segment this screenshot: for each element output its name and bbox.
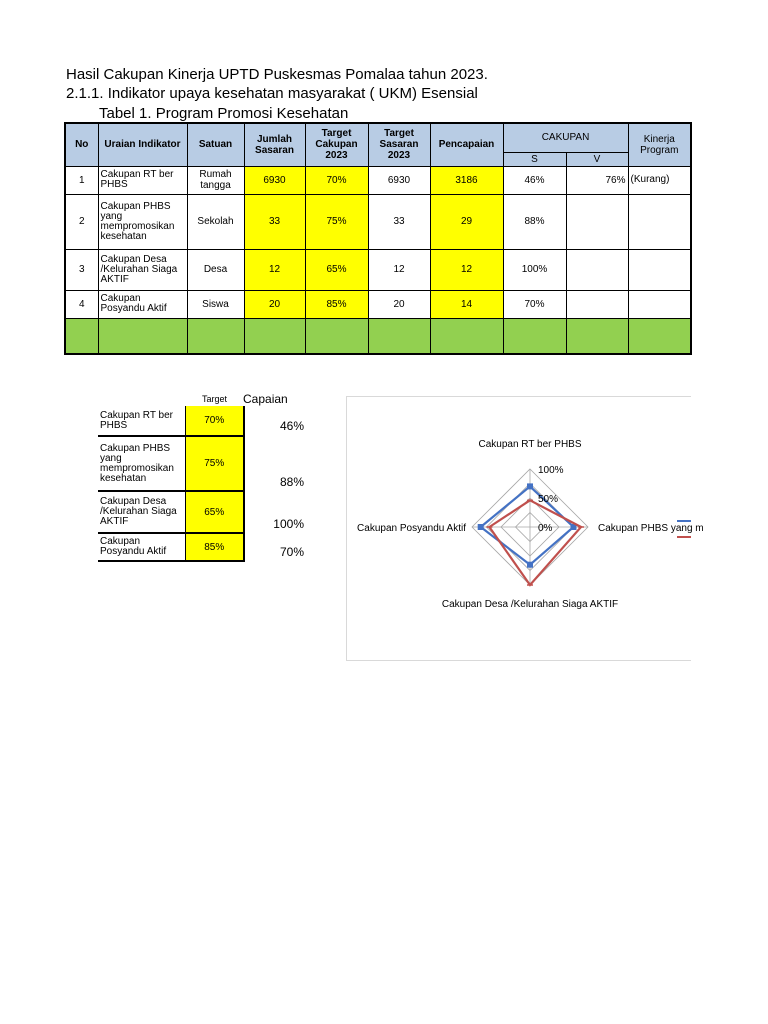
col-header-kinerja: Kinerja Program	[628, 123, 691, 166]
row-pencapaian: 12	[430, 249, 503, 290]
row-pencapaian: 3186	[430, 166, 503, 194]
radar-category-label: Cakupan RT ber PHBS	[478, 439, 582, 450]
row-target-sasaran: 6930	[368, 166, 430, 194]
radar-category-label: Cakupan Posyandu Aktif	[357, 523, 466, 534]
radar-category-label: Cakupan Desa /Kelurahan Siaga AKTIF	[441, 599, 619, 610]
col-header-satuan: Satuan	[187, 123, 244, 166]
row-v	[566, 290, 628, 318]
row-uraian: Cakupan Desa /Kelurahan Siaga AKTIF	[98, 249, 187, 290]
col-header-jumlah-sasaran: Jumlah Sasaran	[244, 123, 305, 166]
radar-series-point	[478, 524, 484, 530]
row-target-sasaran: 33	[368, 194, 430, 249]
row-satuan: Desa	[187, 249, 244, 290]
radar-series-point	[527, 562, 533, 568]
row-v: 76%	[566, 166, 628, 194]
col-header-no: No	[65, 123, 98, 166]
row-s: 46%	[503, 166, 566, 194]
section-heading: 2.1.1. Indikator upaya kesehatan masyarakat ( UKM) Esensial	[66, 85, 478, 102]
row-target-cakupan: 85%	[305, 290, 368, 318]
row-pencapaian: 29	[430, 194, 503, 249]
row-satuan: Sekolah	[187, 194, 244, 249]
table-row	[65, 249, 691, 290]
row-pencapaian: 14	[430, 290, 503, 318]
col-header-s: S	[503, 152, 566, 166]
capaian-value: 70%	[279, 545, 304, 559]
row-s: 88%	[503, 194, 566, 249]
col-header-pencapaian: Pencapaian	[430, 123, 503, 166]
target-summary-table	[98, 392, 245, 562]
table-caption: Tabel 1. Program Promosi Kesehatan	[99, 105, 349, 122]
row-uraian: Cakupan Posyandu Aktif	[98, 290, 187, 318]
row-satuan: Rumah tangga	[187, 166, 244, 194]
summary-list-item	[98, 491, 244, 533]
row-no: 3	[65, 249, 98, 290]
row-no: 1	[65, 166, 98, 194]
col-header-cakupan: CAKUPAN	[503, 123, 628, 152]
summary-label: Cakupan Desa /Kelurahan Siaga AKTIF	[98, 491, 185, 533]
row-jumlah: 20	[244, 290, 305, 318]
row-jumlah: 33	[244, 194, 305, 249]
report-title: Hasil Cakupan Kinerja UPTD Puskesmas Pomalaa tahun 2023.	[66, 66, 488, 83]
row-v	[566, 194, 628, 249]
row-no: 4	[65, 290, 98, 318]
program-table	[64, 122, 692, 355]
radar-series-point	[527, 483, 533, 489]
row-kinerja	[628, 290, 691, 318]
radar-chart	[346, 396, 704, 661]
row-uraian: Cakupan RT ber PHBS	[98, 166, 187, 194]
summary-target: 85%	[185, 533, 244, 561]
row-no: 2	[65, 194, 98, 249]
table-row	[65, 194, 691, 249]
summary-target: 65%	[185, 491, 244, 533]
summary-label: Cakupan RT ber PHBS	[98, 406, 185, 436]
summary-row	[65, 318, 691, 354]
row-satuan: Siswa	[187, 290, 244, 318]
row-kinerja	[628, 249, 691, 290]
summary-label: Cakupan Posyandu Aktif	[98, 533, 185, 561]
summary-label: Cakupan PHBS yang mempromosikan kesehatan	[98, 436, 185, 491]
radar-category-label: Cakupan PHBS yang m	[598, 523, 704, 534]
row-kinerja: (Kurang)	[628, 166, 691, 194]
row-kinerja	[628, 194, 691, 249]
summary-list-item	[98, 533, 244, 561]
row-target-cakupan: 75%	[305, 194, 368, 249]
row-s: 70%	[503, 290, 566, 318]
summary-list-item	[98, 436, 244, 491]
row-jumlah: 6930	[244, 166, 305, 194]
col-header-target-sasaran: Target Sasaran 2023	[368, 123, 430, 166]
col-header-v: V	[566, 152, 628, 166]
radar-tick-label: 50%	[538, 494, 559, 505]
capaian-value: 88%	[279, 475, 304, 489]
row-s: 100%	[503, 249, 566, 290]
col-header-target-cakupan: Target Cakupan 2023	[305, 123, 368, 166]
target-header: Target	[201, 394, 227, 404]
radar-tick-label: 100%	[538, 465, 564, 476]
row-target-sasaran: 20	[368, 290, 430, 318]
col-header-uraian: Uraian Indikator	[98, 123, 187, 166]
table-row	[65, 166, 691, 194]
row-target-sasaran: 12	[368, 249, 430, 290]
table-row	[65, 290, 691, 318]
row-v	[566, 249, 628, 290]
summary-list-item	[98, 406, 244, 436]
radar-tick-label: 0%	[538, 523, 553, 534]
summary-target: 70%	[185, 406, 244, 436]
row-uraian: Cakupan PHBS yang mempromosikan kesehatan	[98, 194, 187, 249]
capaian-value: 46%	[279, 419, 304, 433]
capaian-value: 100%	[273, 517, 304, 531]
row-target-cakupan: 70%	[305, 166, 368, 194]
capaian-header: Capaian	[243, 392, 288, 406]
summary-target: 75%	[185, 436, 244, 491]
row-jumlah: 12	[244, 249, 305, 290]
row-target-cakupan: 65%	[305, 249, 368, 290]
radar-series-line	[489, 500, 581, 585]
